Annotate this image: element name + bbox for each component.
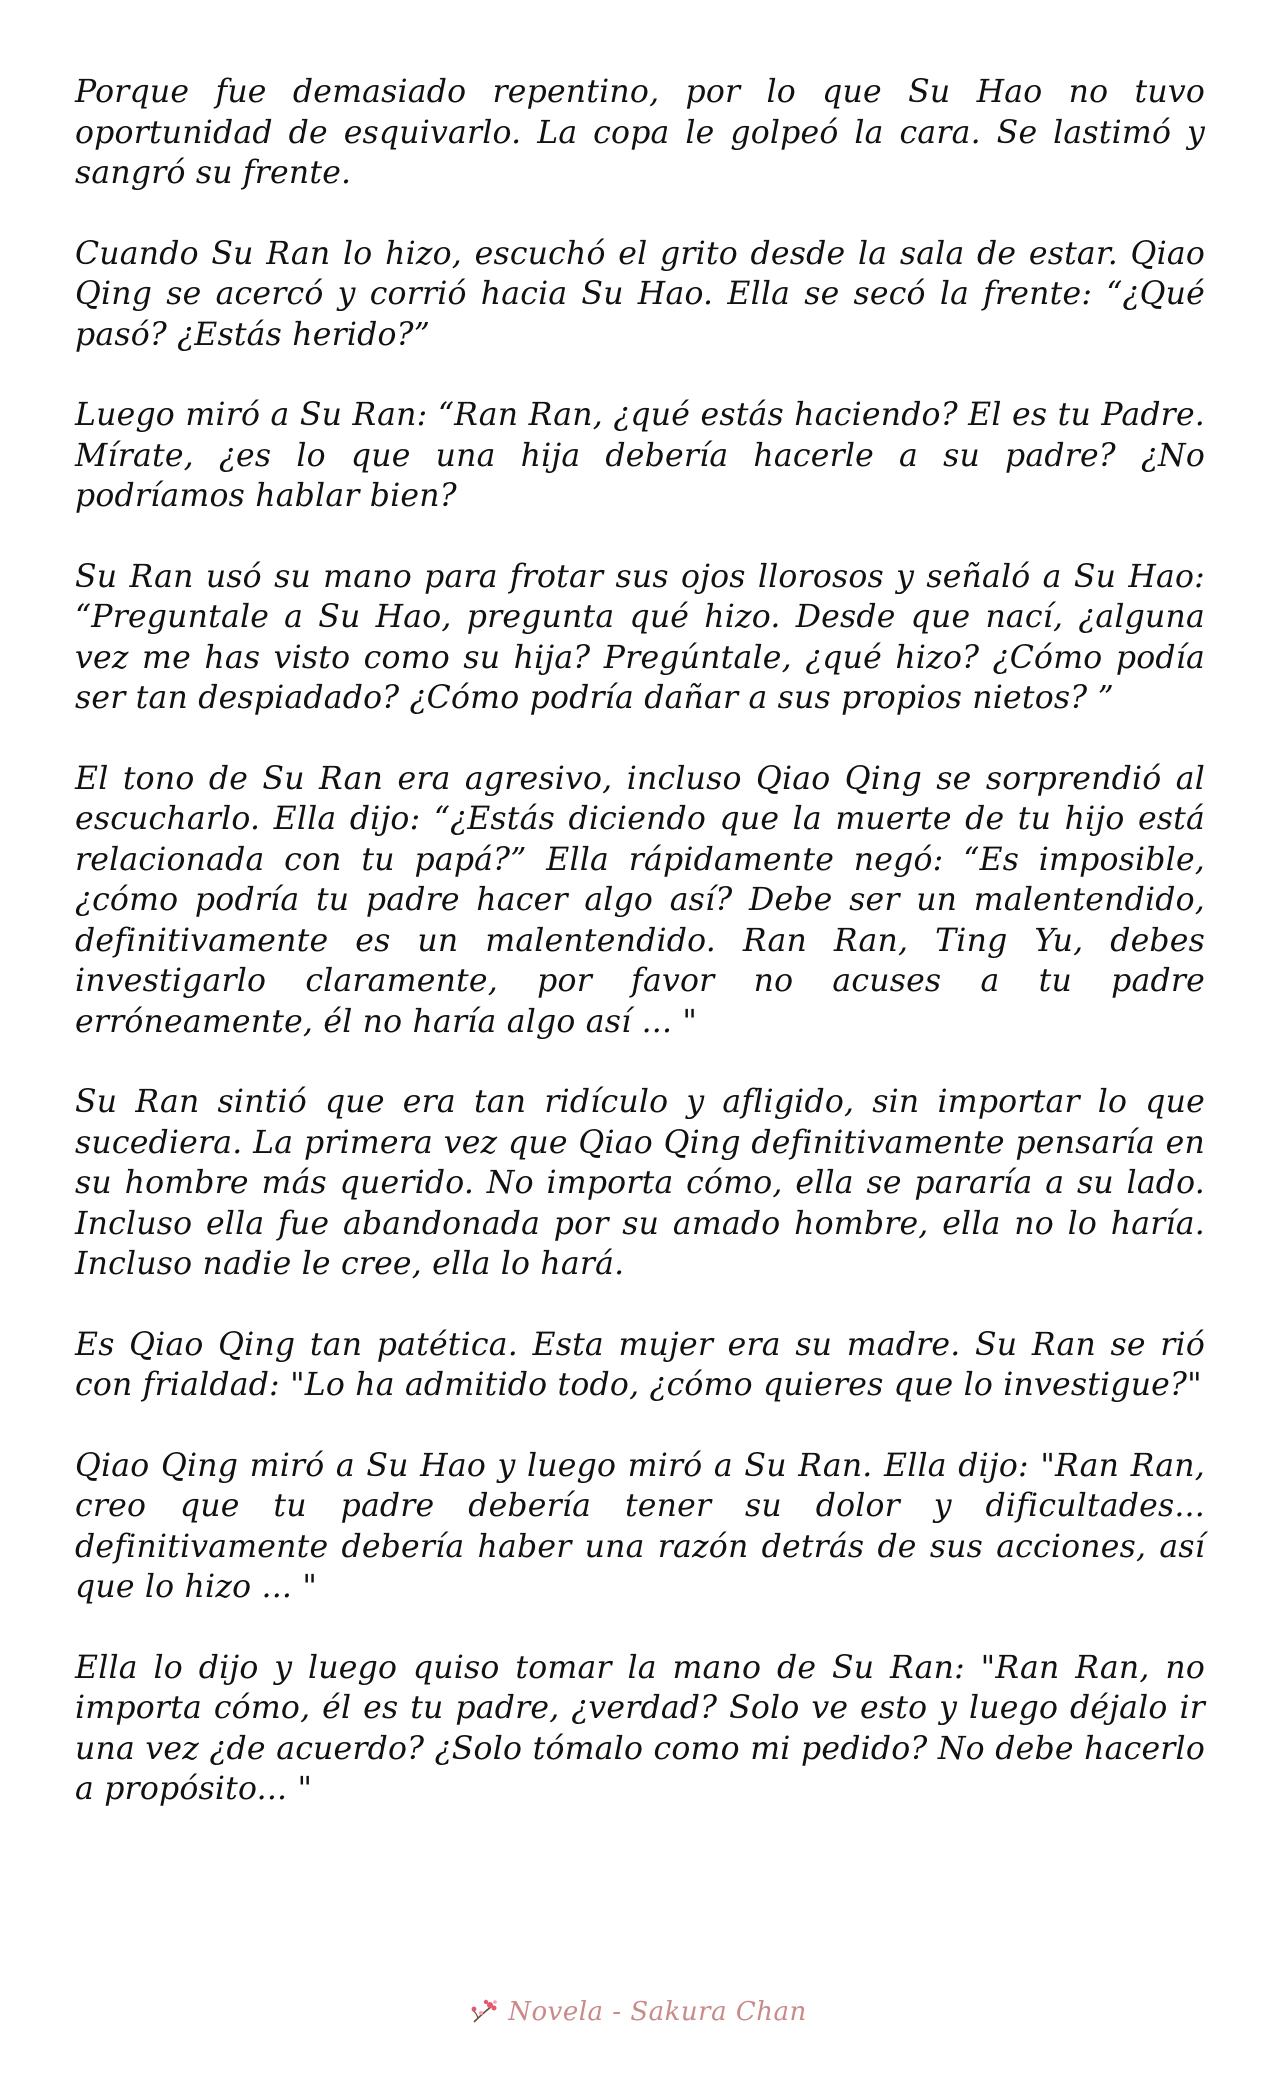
page-footer (0, 1996, 1275, 2028)
paragraph: Su Ran sintió que era tan ridículo y afligido, sin importar lo que sucediera. La primera vez que Qiao Qing definitivamente pensaría en su hombre más querido. No importa cómo, ella se pararía a su lado. Incluso ella fue abandonada por su amado hombre, ella no lo haría. Incluso nadie le cree, ella lo hará. (75, 1084, 1205, 1282)
footer-label: Novela - Sakura Chan (508, 1997, 807, 2027)
paragraph: Es Qiao Qing tan patética. Esta mujer era su madre. Su Ran se rió con frialdad: "Lo ha admitido todo, ¿cómo quieres que lo investigue?" (75, 1326, 1205, 1403)
paragraph: Su Ran usó su mano para frotar sus ojos llorosos y señaló a Su Hao: “Preguntale a Su Hao, pregunta qué hizo. Desde que nací, ¿alguna vez me has visto como su hija? Pregúntale, ¿qué hizo? ¿Cómo podía ser tan despiadado? ¿Cómo podría dañar a sus propios nietos? ” (75, 558, 1205, 716)
sakura-blossom-icon (468, 1996, 500, 2028)
paragraph: Cuando Su Ran lo hizo, escuchó el grito desde la sala de estar. Qiao Qing se acercó y corrió hacia Su Hao. Ella se secó la frente: “¿Qué pasó? ¿Estás herido?” (75, 235, 1205, 353)
document-body (75, 72, 1205, 1850)
paragraph: Porque fue demasiado repentino, por lo que Su Hao no tuvo oportunidad de esquivarlo. La copa le golpeó la cara. Se lastimó y sangró su frente. (75, 74, 1205, 191)
paragraph: Luego miró a Su Ran: “Ran Ran, ¿qué estás haciendo? El es tu Padre. Mírate, ¿es lo que una hija debería hacerle a su padre? ¿No podríamos hablar bien? (75, 397, 1205, 514)
paragraph: El tono de Su Ran era agresivo, incluso Qiao Qing se sorprendió al escucharlo. Ella dijo: “¿Estás diciendo que la muerte de tu hijo está relacionada con tu papá?” Ella rápidamente negó: “Es imposible, ¿cómo podría tu padre hacer algo así? Debe ser un malentendido, definitivamente es un malentendido. Ran Ran, Ting Yu, debes investigarlo claramente, por favor no acuses a tu padre erróneamente, él no haría algo así ... " (75, 760, 1205, 1040)
paragraph: Ella lo dijo y luego quiso tomar la mano de Su Ran: "Ran Ran, no importa cómo, él es tu padre, ¿verdad? Solo ve esto y luego déjalo ir una vez ¿de acuerdo? ¿Solo tómalo como mi pedido? No debe hacerlo a propósito... " (75, 1649, 1205, 1807)
paragraph: Qiao Qing miró a Su Hao y luego miró a Su Ran. Ella dijo: "Ran Ran, creo que tu padre debería tener su dolor y dificultades... definitivamente debería haber una razón detrás de sus acciones, así que lo hizo ... " (75, 1447, 1205, 1605)
